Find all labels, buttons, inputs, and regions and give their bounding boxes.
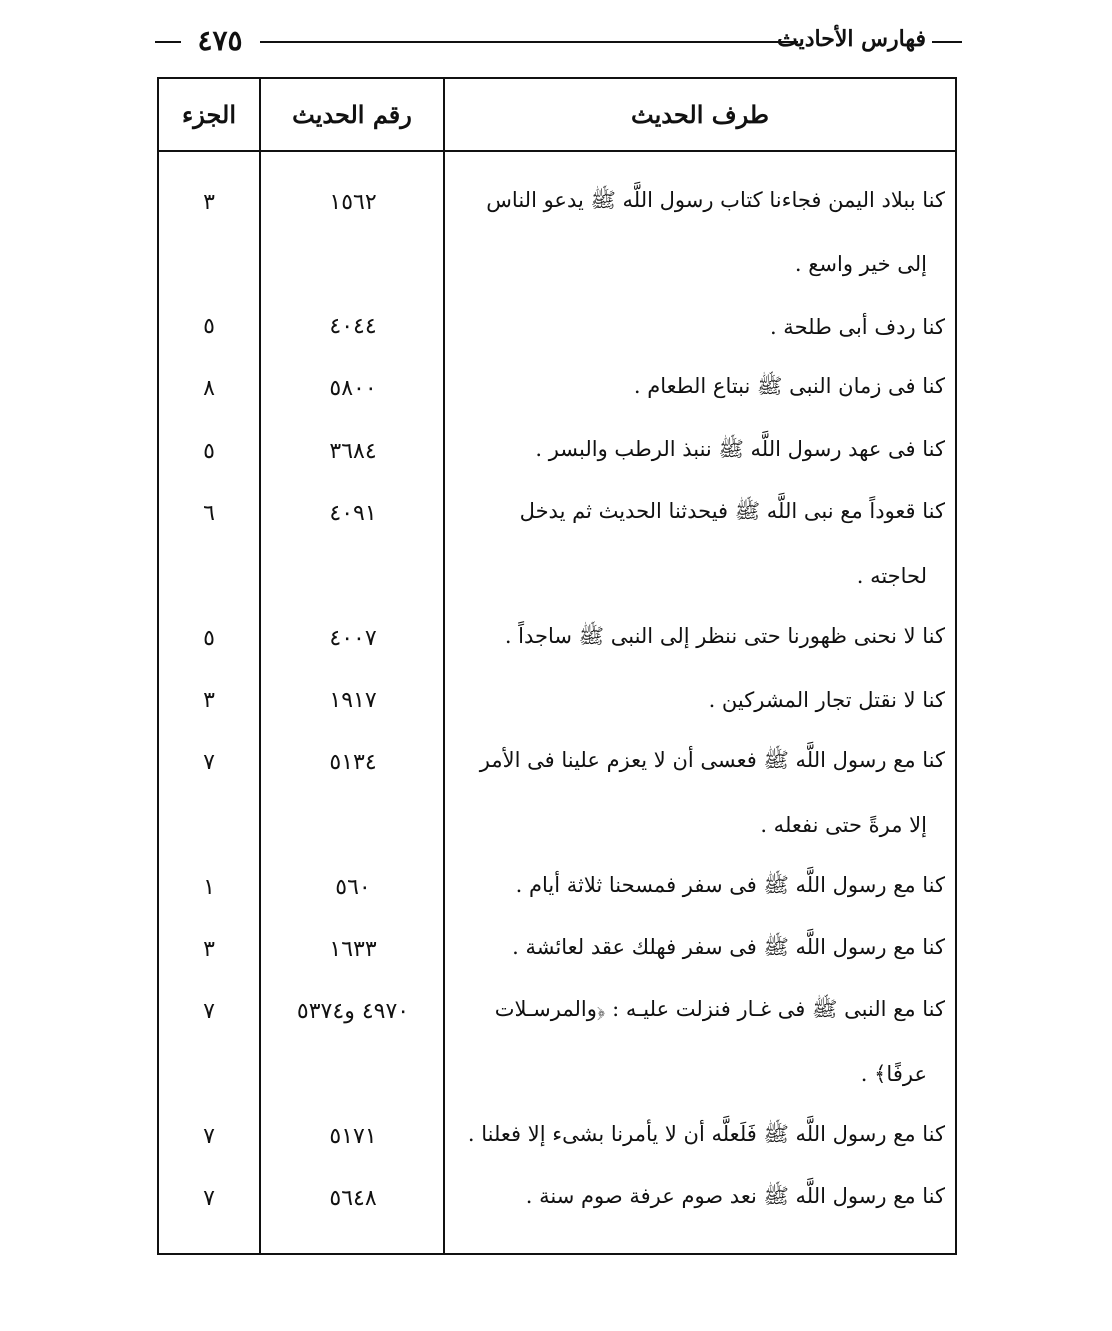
hadith-text: كنا مع رسول اللَّه ﷺ فَلَعلَّه أن لا يأمرنا بشىء إلا فعلنا . [467, 1122, 945, 1146]
hadith-number: ١٩١٧ [329, 687, 377, 713]
hadith-number [261, 794, 445, 856]
hadith-number: ٥١٧١ [329, 1124, 377, 1149]
volume-number: ٥ [203, 438, 215, 464]
column-header-volume: الجزء [182, 100, 236, 129]
table-row [159, 1168, 955, 1230]
volume-number: ٧ [203, 999, 215, 1025]
volume-number: ٧ [203, 750, 215, 776]
table-row [159, 981, 955, 1043]
volume-number: ٧ [203, 1124, 215, 1149]
hadith-number: ٥٦٤٨ [329, 1186, 377, 1212]
hadith-text: كنا مع رسول اللَّه ﷺ فى سفر فهلك عقد لعائشة . [512, 935, 945, 960]
table-row [159, 296, 955, 358]
header-rule-right [932, 41, 962, 43]
volume-number: ٦ [203, 501, 215, 526]
volume-number: ٣ [203, 937, 215, 963]
column-header-number: رقم الحديث [292, 100, 412, 129]
hadith-number: ٥١٣٤ [329, 750, 377, 776]
hadith-text: إلى خير واسع . [794, 252, 927, 277]
volume-number: ١ [203, 874, 215, 900]
table-row [159, 856, 955, 918]
hadith-number: ١٦٣٣ [329, 937, 377, 963]
table-row [159, 732, 955, 794]
table-row [159, 483, 955, 545]
header-rule-left [155, 41, 181, 43]
hadith-number: ١٥٦٢ [329, 189, 377, 215]
volume-number [159, 1043, 259, 1105]
hadith-number [261, 545, 445, 607]
hadith-number: ٤٠٤٤ [329, 314, 377, 340]
hadith-text: كنا ببلاد اليمن فجاءنا كتاب رسول اللَّه ﷺ يدعو الناس [486, 187, 945, 212]
table-row [159, 545, 955, 607]
hadith-text: كنا قعوداً مع نبى اللَّه ﷺ فيحدثنا الحديث ثم يدخل [519, 499, 945, 523]
hadith-text: لحاجته . [856, 563, 927, 588]
running-title: فهارس الأحاديث [777, 26, 926, 52]
hadith-text: عرفًا﴾ . [860, 1062, 927, 1087]
hadith-text: كنا لا نقتل تجار المشركين . [708, 688, 945, 713]
hadith-number: ٤٩٧٠ و٥٣٧٤ [296, 999, 410, 1025]
hadith-text: كنا فى زمان النبى ﷺ نبتاع الطعام . [633, 374, 945, 399]
hadith-number [261, 233, 445, 295]
hadith-number: ٤٠٩١ [329, 501, 377, 526]
hadith-number: ٤٠٠٧ [329, 625, 377, 651]
volume-number [159, 794, 259, 856]
volume-number: ٥ [203, 625, 215, 651]
hadith-text: كنا لا نحنى ظهورنا حتى ننظر إلى النبى ﷺ ساجداً . [504, 623, 945, 648]
table-row [159, 669, 955, 731]
volume-number: ٣ [203, 189, 215, 215]
hadith-text: كنا مع رسول اللَّه ﷺ فعسى أن لا يعزم علينا فى الأمر [479, 748, 945, 773]
hadith-text: كنا مع رسول اللَّه ﷺ فى سفر فمسحنا ثلاثة أيام . [515, 872, 945, 897]
table-row [159, 233, 955, 295]
hadith-number: ٣٦٨٤ [329, 438, 377, 464]
hadith-text: كنا ردف أبى طلحة . [769, 314, 945, 339]
table-row [159, 358, 955, 420]
table-row [159, 1043, 955, 1105]
running-header [155, 24, 962, 60]
volume-number: ٣ [203, 687, 215, 713]
volume-number: ٨ [203, 376, 215, 402]
table-row [159, 420, 955, 482]
hadith-text: إلا مرةً حتى نفعله . [760, 813, 927, 837]
page-number: ٤٧٥ [197, 24, 243, 57]
hadith-text: كنا مع النبى ﷺ فى غـار فنزلت عليـه : ﴿والمرسـلات [494, 997, 945, 1022]
hadith-text: كنا مع رسول اللَّه ﷺ نعد صوم عرفة صوم سنة . [525, 1184, 945, 1209]
table-row [159, 919, 955, 981]
table-row [159, 1106, 955, 1168]
table-row [159, 171, 955, 233]
volume-number [159, 233, 259, 295]
volume-number: ٥ [203, 314, 215, 340]
volume-number: ٧ [203, 1186, 215, 1212]
hadith-number: ٥٦٠ [335, 874, 371, 900]
header-divider [159, 150, 955, 152]
header-rule-middle [260, 41, 798, 43]
table-row [159, 607, 955, 669]
hadith-index-table [157, 77, 957, 1255]
table-row [159, 794, 955, 856]
hadith-number [261, 1043, 445, 1105]
column-header-hadith: طرف الحديث [631, 100, 769, 129]
hadith-text: كنا فى عهد رسول اللَّه ﷺ ننبذ الرطب والبسر . [535, 436, 945, 461]
hadith-number: ٥٨٠٠ [329, 376, 377, 402]
volume-number [159, 545, 259, 607]
